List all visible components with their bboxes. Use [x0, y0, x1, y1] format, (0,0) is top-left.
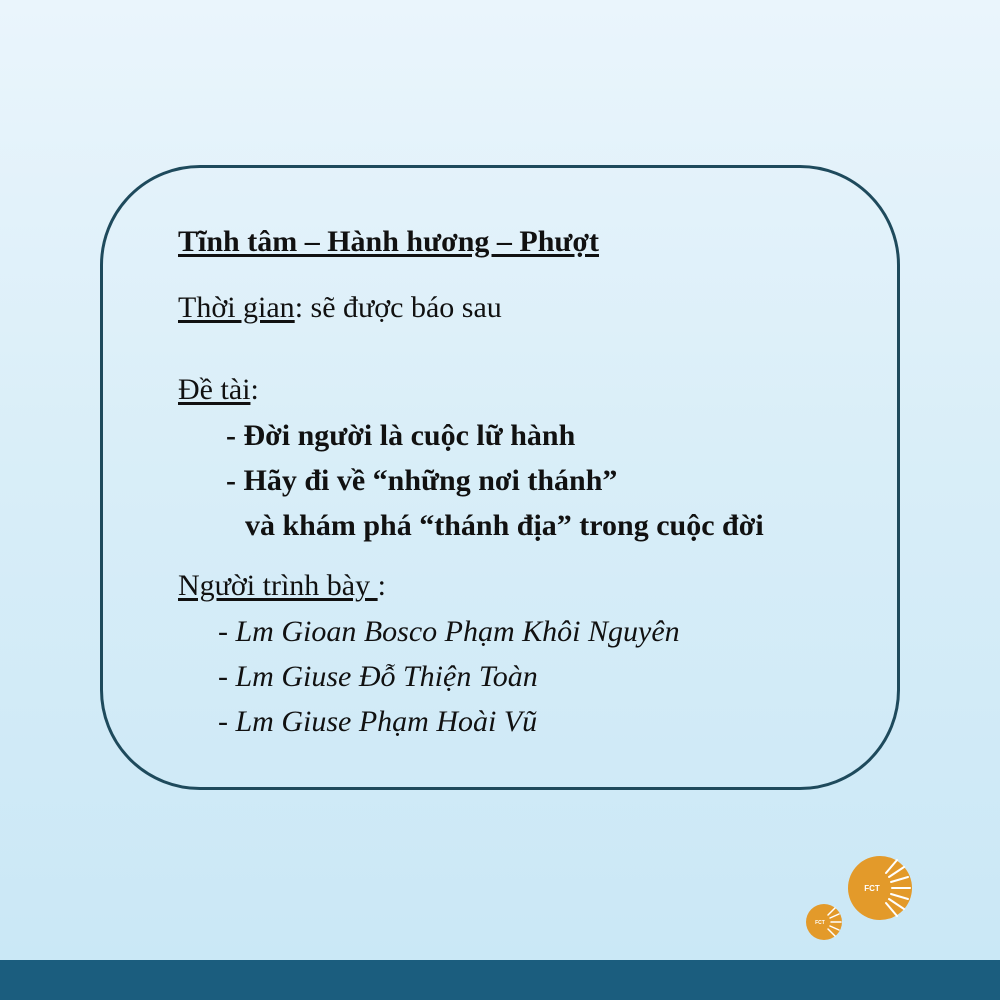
- time-separator: :: [294, 291, 304, 324]
- fct-logo-icon: [800, 850, 930, 950]
- time-row: [178, 290, 502, 326]
- presenter-item: - Lm Giuse Phạm Hoài Vũ: [218, 705, 538, 738]
- time-label: Thời gian: [178, 291, 295, 324]
- topic-row: [178, 372, 259, 408]
- time-value: sẽ được báo sau: [303, 291, 502, 324]
- topic-separator: :: [250, 373, 259, 406]
- topic-item: và khám phá “thánh địa” trong cuộc đời: [245, 509, 764, 542]
- bottom-bar: [0, 960, 1000, 1000]
- topic-item: - Đời người là cuộc lữ hành: [226, 419, 576, 452]
- logo-large-sun-icon: [848, 856, 912, 920]
- presenter-item: - Lm Giuse Đỗ Thiện Toàn: [218, 660, 538, 693]
- logo-small-sun-icon: [806, 904, 842, 940]
- presenters-label: Người trình bày: [178, 569, 378, 602]
- topic-label: Đề tài: [178, 373, 251, 406]
- presenters-separator: :: [377, 569, 386, 602]
- logo-large-text: FCT: [864, 884, 880, 893]
- page-title: Tĩnh tâm – Hành hương – Phượt: [178, 225, 599, 258]
- topic-item: - Hãy đi về “những nơi thánh”: [226, 464, 618, 497]
- logo-small-text: FCT: [815, 920, 825, 926]
- presenter-item: - Lm Gioan Bosco Phạm Khôi Nguyên: [218, 615, 680, 648]
- presenters-row: [178, 568, 386, 604]
